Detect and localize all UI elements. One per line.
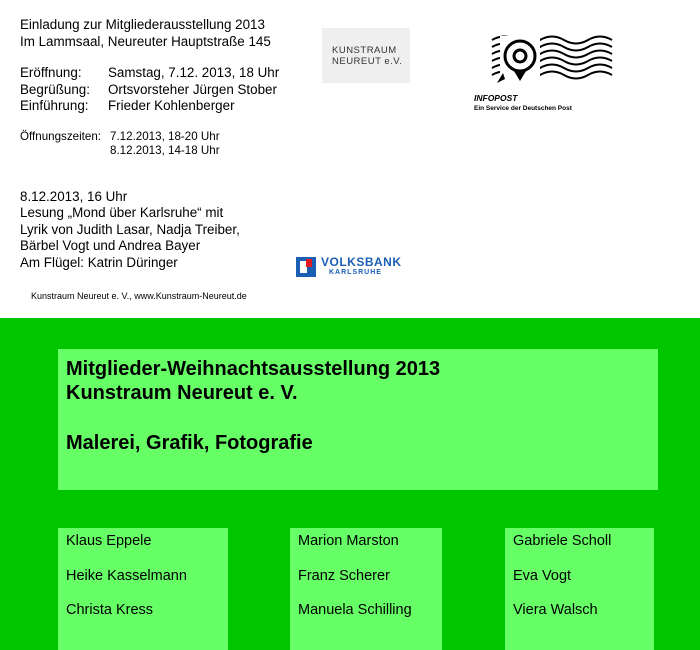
artist-column [58, 528, 228, 650]
invitation-location: Im Lammsaal, Neureuter Hauptstraße 145 [20, 33, 271, 49]
artist-name: Eva Vogt [513, 567, 572, 584]
volksbank-city: KARLSRUHE [329, 269, 382, 276]
artist-name: Marion Marston [298, 533, 399, 549]
reading-line: Lesung „Mond über Karlsruhe“ mit [20, 205, 224, 220]
program-row [20, 65, 279, 82]
infopost-subtitle: Ein Service der Deutschen Post [474, 105, 572, 112]
volksbank-icon [296, 257, 316, 277]
posthorn-icon [470, 30, 640, 92]
invitation-text [20, 17, 279, 271]
program-row [20, 82, 279, 99]
kunstraum-logo-line2: NEUREUT e.V. [332, 55, 403, 67]
program-label: Begrüßung: [20, 81, 90, 97]
opening-hours-value: 8.12.2013, 14-18 Uhr [110, 144, 220, 157]
artist-name: Manuela Schilling [298, 602, 412, 618]
reading-line: Am Flügel: Katrin Düringer [20, 254, 178, 270]
kunstraum-logo-line1: KUNSTRAUM [332, 44, 397, 56]
kunstraum-logo [322, 28, 410, 83]
program-label: Eröffnung: [20, 65, 82, 80]
opening-hours-label: Öffnungszeiten: [20, 129, 101, 143]
volksbank-name: VOLKSBANK [321, 255, 402, 269]
artist-column [290, 528, 442, 650]
program-label: Einführung: [20, 98, 89, 113]
opening-hours-row [20, 144, 279, 159]
infopost-stamp [470, 30, 640, 114]
artist-name: Klaus Eppele [66, 533, 152, 549]
artist-name: Viera Walsch [513, 602, 598, 618]
exhibition-subtitle: Malerei, Grafik, Fotografie [66, 432, 313, 454]
artist-column [505, 528, 654, 650]
volksbank-logo [296, 256, 402, 277]
artist-name: Gabriele Scholl [513, 533, 612, 549]
invitation-title: Einladung zur Mitgliederausstellung 2013 [20, 17, 265, 32]
footer-text: Kunstraum Neureut e. V., www.Kunstraum-Neureut.de [31, 291, 247, 301]
exhibition-title: Mitglieder-Weihnachtsausstellung 2013 [66, 358, 441, 380]
program-value: Frieder Kohlenberger [108, 98, 235, 113]
program-value: Ortsvorsteher Jürgen Stober [108, 81, 277, 97]
program-row [20, 98, 279, 115]
reading-line: Bärbel Vogt und Andrea Bayer [20, 238, 201, 253]
exhibition-organizer: Kunstraum Neureut e. V. [66, 382, 298, 404]
reading-line: Lyrik von Judith Lasar, Nadja Treiber, [20, 221, 240, 237]
program-value: Samstag, 7.12. 2013, 18 Uhr [108, 65, 280, 80]
artist-name: Christa Kress [66, 602, 154, 618]
reading-line: 8.12.2013, 16 Uhr [20, 188, 128, 204]
opening-hours-value: 7.12.2013, 18-20 Uhr [110, 129, 220, 143]
opening-hours-row [20, 130, 279, 145]
artist-name: Franz Scherer [298, 567, 390, 584]
infopost-title: INFOPOST [474, 93, 518, 103]
invitation-panel [0, 0, 700, 318]
exhibition-title-box [58, 349, 658, 490]
artist-name: Heike Kasselmann [66, 567, 187, 584]
